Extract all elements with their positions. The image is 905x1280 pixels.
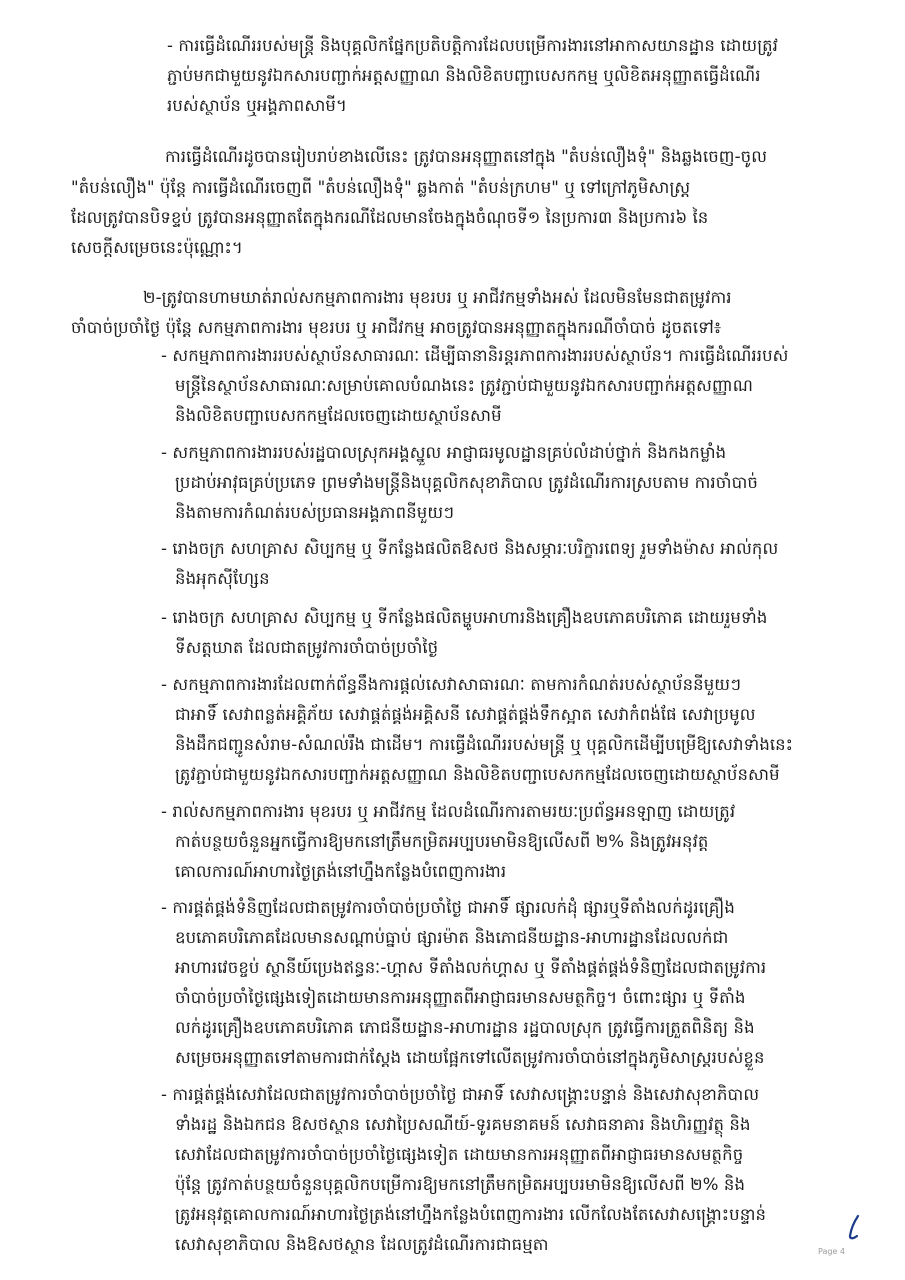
text-line: "តំបន់លឿង" ប៉ុន្តែ ការធ្វើដំណើរចេញពី "តំបន់លឿងទុំ" ឆ្លងកាត់ "តំបន់ក្រហម" ឬ ទៅក្រៅភូមិសាស្ត្រ [71, 178, 691, 197]
text-line: ប្រដាប់អាវុធគ្រប់ប្រភេទ ព្រមទាំងមន្ត្រីនិងបុគ្គលិកសុខាភិបាល ត្រូវដំណើរការស្របតាម ការចាំបាច់ [175, 473, 758, 492]
text-line: ការធ្វើដំណើរដូចបានរៀបរាប់ខាងលើនេះ ត្រូវបានអនុញ្ញាតនៅក្នុង "តំបន់លឿងទុំ" និងឆ្លងចេញ-ចូល [165, 147, 768, 166]
text-line: ២-ត្រូវបានហាមឃាត់រាល់សកម្មភាពការងារ មុខរបរ ឬ អាជីវកម្មទាំងអស់ ដែលមិនមែនជាតម្រូវការ [143, 288, 732, 307]
page-label: Page 4 [818, 1247, 845, 1256]
text-line: ដែលត្រូវបានបិទខ្ទប់ ត្រូវបានអនុញ្ញាតតែក្នុងករណីដែលមានចែងក្នុងចំណុចទី១ នៃប្រការ៣ និងប្រការ៦ នៃ [71, 208, 709, 227]
text-line: របស់ស្ថាប័ន ឬអង្គភាពសាមី។ [167, 96, 347, 115]
text-line: និងតាមការកំណត់របស់ប្រធានអង្គភាពនីមួយៗ [175, 503, 455, 522]
text-line: - ការផ្គត់ផ្គង់ទំនិញដែលជាតម្រូវការចាំបាច់ប្រចាំថ្ងៃ ជាអាទិ៍ ផ្សារលក់ដុំ ផ្សារឬទីតាំងលក់ដូរគ្រឿង [161, 898, 735, 917]
text-line: គោលការណ៍អាហារថ្ងៃត្រង់នៅហ្នឹងកន្លែងបំពេញការងារ [175, 862, 507, 881]
text-line: ចាំបាច់ប្រចាំថ្ងៃផ្សេងទៀតដោយមានការអនុញ្ញាតពីអាជ្ញាធរមានសមត្ថកិច្ច។ ចំពោះផ្សារ ឬ ទីតាំង [175, 988, 746, 1007]
text-line: ត្រូវភ្ជាប់ជាមួយនូវឯកសារបញ្ជាក់អត្តសញ្ញាណ និងលិខិតបញ្ជាបេសកកម្មដែលចេញដោយស្ថាប័នសាមី [175, 765, 780, 784]
text-line: អាហារវេចខ្ចប់ ស្ថានីយ៍ប្រេងឥន្ធនៈ-ហ្គាស ទីតាំងលក់ហ្គាស ឬ ទីតាំងផ្គត់ផ្គង់ទំនិញដែលជាតម្រូវការ [175, 958, 767, 977]
text-line: និងដឹកជញ្ជូនសំរាម-សំណល់រឹង ជាដើម។ ការធ្វើដំណើររបស់មន្ត្រី ឬ បុគ្គលិកដើម្បីបម្រើឱ្យសេវាទាំងនេះ [175, 735, 793, 754]
text-line: - រោងចក្រ សហគ្រាស សិប្បកម្ម ឬ ទីកន្លែងផលិតម្ហូបអាហារនិងគ្រឿងឧបភោគបរិភោគ ដោយរួមទាំង [161, 608, 768, 627]
text-line: ឧបភោគបរិភោគដែលមានសណ្តាប់ធ្នាប់ ផ្សារម៉ាត និងភោជនីយដ្ឋាន-អាហារដ្ឋានដែលលក់ជា [175, 928, 729, 947]
text-line: - ការផ្គត់ផ្គង់សេវាដែលជាតម្រូវការចាំបាច់ប្រចាំថ្ងៃ ជាអាទិ៍ សេវាសង្គ្រោះបន្ទាន់ និងសេវាសុខាភិបាល [161, 1085, 760, 1104]
text-line: សម្រេចអនុញ្ញាតទៅតាមការជាក់ស្តែង ដោយផ្អែកទៅលើតម្រូវការចាំបាច់នៅក្នុងភូមិសាស្ត្ររបស់ខ្លួន [175, 1048, 765, 1067]
text-line: - រាល់សកម្មភាពការងារ មុខរបរ ឬ អាជីវកម្ម ដែលដំណើរការតាមរយៈប្រព័ន្ធអនឡាញ ដោយត្រូវ [161, 802, 736, 821]
text-line: - សកម្មភាពការងាររបស់ស្ថាប័នសាធារណៈ ដើម្បីធានានិរន្តរភាពការងាររបស់ស្ថាប័ន។ ការធ្វើដំណើររបស់ [161, 346, 789, 365]
text-line: លក់ដូរគ្រឿងឧបភោគបរិភោគ ភោជនីយដ្ឋាន-អាហារដ្ឋាន រដ្ឋបាលស្រុក ត្រូវធ្វើការត្រួតពិនិត្យ និង [175, 1018, 755, 1037]
text-line: សេវាសុខាភិបាល និងឱសថស្ថាន ដែលត្រូវដំណើរការជាធម្មតា [175, 1235, 549, 1254]
text-line: ប៉ុន្តែ ត្រូវកាត់បន្ថយចំនួនបុគ្គលិកបម្រើការឱ្យមកនៅត្រឹមកម្រិតអប្បបរមាមិនឱ្យលើសពី ២% និង [175, 1175, 746, 1194]
text-line: សេវាដែលជាតម្រូវការចាំបាច់ប្រចាំថ្ងៃផ្សេងទៀត ដោយមានការអនុញ្ញាតពីអាជ្ញាធរមានសមត្ថកិច្ច [175, 1145, 744, 1164]
text-line: ជាអាទិ៍ សេវាពន្លត់អគ្គិភ័យ សេវាផ្គត់ផ្គង់អគ្គិសនី សេវាផ្គត់ផ្គង់ទឹកស្អាត សេវាកំពង់ផែ សេវាប្រមូល [175, 705, 756, 724]
text-line: - សកម្មភាពការងារដែលពាក់ព័ន្ធនឹងការផ្តល់សេវាសាធារណៈ តាមការកំណត់របស់ស្ថាប័ននីមួយៗ [161, 675, 742, 694]
text-line: - សកម្មភាពការងាររបស់រដ្ឋបាលស្រុកអង្គស្នួល អាជ្ញាធរមូលដ្ឋានគ្រប់លំដាប់ថ្នាក់ និងកងកម្លាំង [161, 443, 727, 462]
text-line: - រោងចក្រ សហគ្រាស សិប្បកម្ម ឬ ទីកន្លែងផលិតឱសថ និងសម្ភារៈបរិក្ខារពេទ្យ រួមទាំងម៉ាស អាល់កុល [161, 539, 779, 558]
text-line: ទីសត្តឃាត ដែលជាតម្រូវការចាំបាច់ប្រចាំថ្ងៃ [175, 638, 439, 657]
text-line: និងអុកស៊ីហ្សែន [175, 569, 270, 588]
text-line: - ការធ្វើដំណើររបស់មន្ត្រី និងបុគ្គលិកផ្នែកប្រតិបត្តិការដែលបម្រើការងារនៅអាកាសយានដ្ឋាន ដោយត្រូវ [167, 36, 779, 55]
text-line: ចាំបាច់ប្រចាំថ្ងៃ ប៉ុន្តែ សកម្មភាពការងារ មុខរបរ ឬ អាជីវកម្ម អាចត្រូវបានអនុញ្ញាតក្នុងករណីចាំបាច់ ដូចតទៅ៖ [71, 318, 722, 337]
text-line: និងលិខិតបញ្ជាបេសកកម្មដែលចេញដោយស្ថាប័នសាមី [175, 406, 502, 425]
text-line: ត្រូវអនុវត្តគោលការណ៍អាហារថ្ងៃត្រង់នៅហ្នឹងកន្លែងបំពេញការងារ លើកលែងតែសេវាសង្គ្រោះបន្ទាន់ [175, 1205, 767, 1224]
text-line: ទាំងរដ្ឋ និងឯកជន ឱសថស្ថាន សេវាប្រៃសណីយ៍-ទូរគមនាគមន៍ សេវាធនាគារ និងហិរញ្ញវត្ថុ និង [175, 1115, 751, 1134]
text-line: សេចក្តីសម្រេចនេះប៉ុណ្ណោះ។ [71, 238, 243, 257]
text-line: ភ្ជាប់មកជាមួយនូវឯកសារបញ្ជាក់អត្តសញ្ញាណ និងលិខិតបញ្ជាបេសកកម្ម ឬលិខិតអនុញ្ញាតធ្វើដំណើរ [167, 66, 761, 85]
text-line: កាត់បន្ថយចំនួនអ្នកធ្វើការឱ្យមកនៅត្រឹមកម្រិតអប្បបរមាមិនឱ្យលើសពី ២% និងត្រូវអនុវត្ត [175, 832, 709, 851]
text-line: មន្ត្រីនៃស្ថាប័នសាធារណៈសម្រាប់គោលបំណងនេះ ត្រូវភ្ជាប់ជាមួយនូវឯកសារបញ្ជាក់អត្តសញ្ញាណ [175, 376, 753, 395]
initial-mark-icon [845, 1214, 863, 1242]
